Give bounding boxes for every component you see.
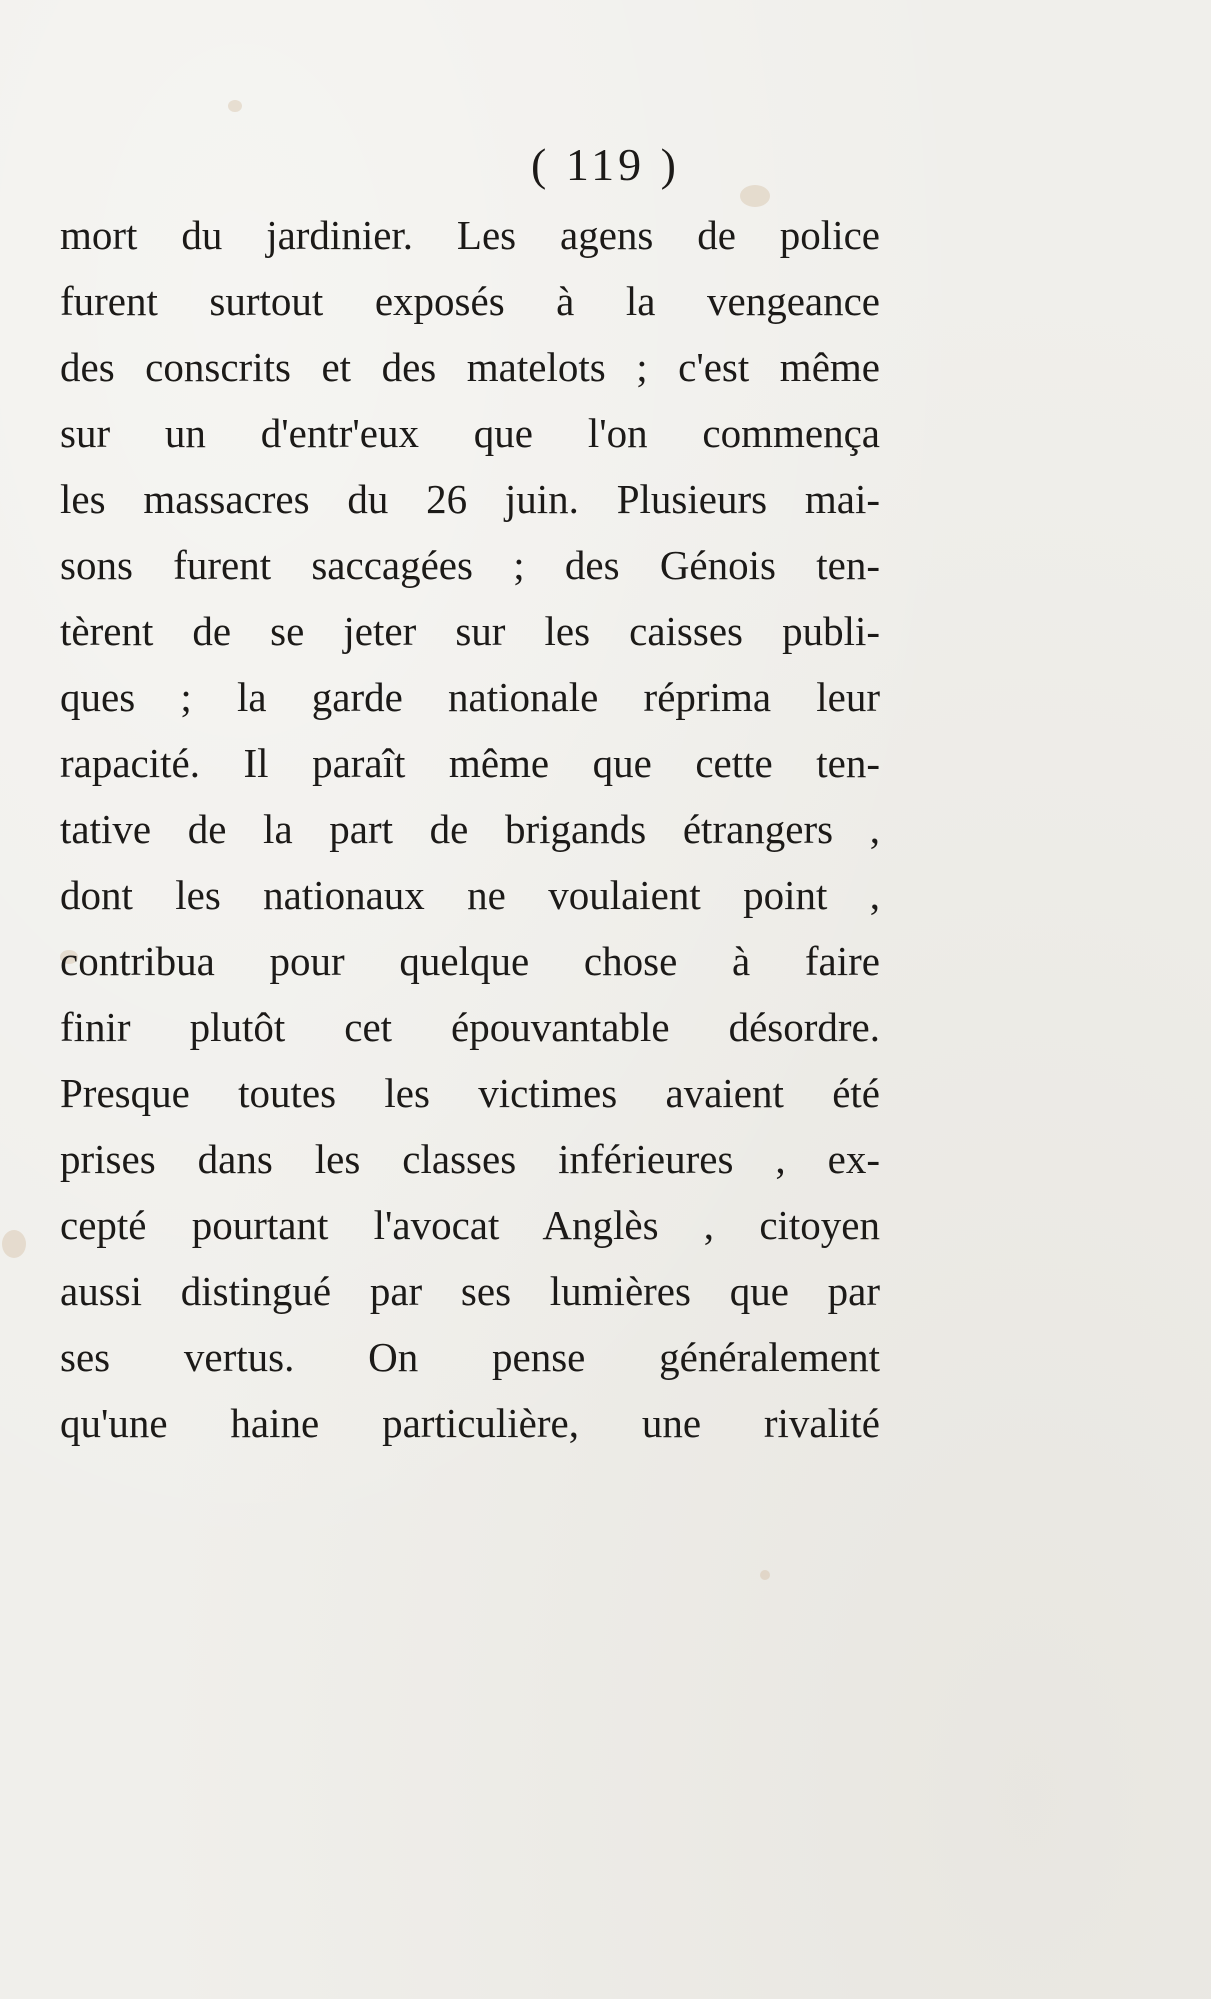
text-line: les massacres du 26 juin. Plusieurs mai- [60, 476, 880, 522]
paper-stain [2, 1230, 26, 1258]
text-line: ques ; la garde nationale réprima leur [60, 674, 880, 720]
text-line: sur un d'entr'eux que l'on commença [60, 410, 880, 456]
paper-stain [760, 1570, 770, 1580]
text-line: sons furent saccagées ; des Génois ten- [60, 542, 880, 588]
text-line: qu'une haine particulière, une rivalité [60, 1400, 880, 1446]
body-text [60, 202, 880, 1456]
text-line: aussi distingué par ses lumières que par [60, 1268, 880, 1314]
text-line: tative de la part de brigands étrangers , [60, 806, 880, 852]
text-line: dont les nationaux ne voulaient point , [60, 872, 880, 918]
text-line: des conscrits et des matelots ; c'est même [60, 344, 880, 390]
text-line: rapacité. Il paraît même que cette ten- [60, 740, 880, 786]
text-line: mort du jardinier. Les agens de police [60, 212, 880, 258]
page-number: ( 119 ) [531, 139, 680, 190]
text-line: contribua pour quelque chose à faire [60, 938, 880, 984]
text-line: furent surtout exposés à la vengeance [60, 278, 880, 324]
text-line: cepté pourtant l'avocat Anglès , citoyen [60, 1202, 880, 1248]
text-line: finir plutôt cet épouvantable désordre. [60, 1004, 880, 1050]
paper-stain [228, 100, 242, 112]
text-line: prises dans les classes inférieures , ex- [60, 1136, 880, 1182]
text-line: tèrent de se jeter sur les caisses publi- [60, 608, 880, 654]
text-line: ses vertus. On pense généralement [60, 1334, 880, 1380]
text-line: Presque toutes les victimes avaient été [60, 1070, 880, 1116]
